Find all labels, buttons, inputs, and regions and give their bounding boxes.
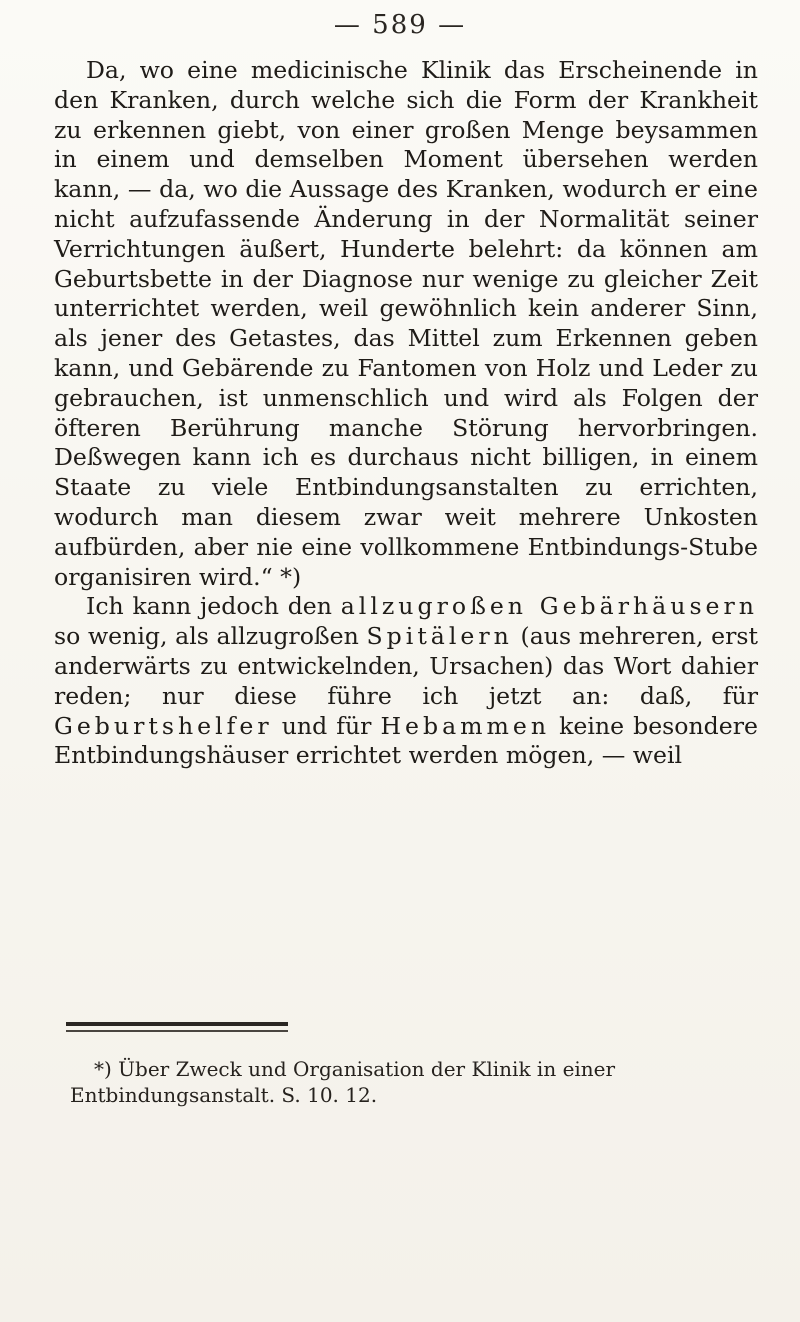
emphasis-spitaelern: Spitälern — [366, 622, 513, 651]
paragraph-2-mid-3: und für — [281, 711, 372, 740]
paragraph-1: Da, wo eine medicinische Klinik das Erscheinende in den Kranken, durch welche sich die Form der Krankheit zu erkennen giebt, von einer großen Menge beysammen in einem und demselben Moment übersehen werden kann, — da, wo die Aussage des Kranken, wodurch er eine nicht aufzufassende Änderung in der Normalität seiner Verrichtungen äußert, Hunderte belehrt: da können am Geburtsbette in der Diagnose nur wenige zu gleicher Zeit unterrichtet werden, weil gewöhnlich kein anderer Sinn, als jener des Getastes, das Mittel zum Erkennen geben kann, und Gebärende zu Fantomen von Holz und Leder zu gebrauchen, ist unmenschlich und wird als Folgen der öfteren Berührung manche Störung hervorbringen. Deßwegen kann ich es durchaus nicht billigen, in einem Staate zu viele Entbindungsanstalten zu errichten, wodurch man diesem zwar weit mehrere Unkosten aufbürden, aber nie eine vollkommene Entbindungs-Stube organisiren wird.“ *) — [54, 56, 758, 591]
emphasis-allzugrossen-gebaerhaeusern: allzugroßen Gebärhäusern — [340, 592, 758, 621]
emphasis-geburtshelfer: Geburtshelfer — [54, 711, 273, 740]
paragraph-2-mid-1: so wenig, als allzugroßen — [54, 622, 359, 651]
footnote-divider — [66, 1022, 288, 1026]
paragraph-2 — [54, 592, 758, 771]
paragraph-2-end: keine besondere Entbindungshäuser errichtet werden mögen, — weil — [54, 711, 758, 770]
footnote-divider-thin — [66, 1030, 288, 1032]
emphasis-hebammen: Hebammen — [380, 711, 551, 740]
paragraph-2-start: Ich kann jedoch den — [86, 592, 332, 621]
footnote: *) Über Zweck und Organisation der Klinik in einer Entbindungsanstalt. S. 10. 12. — [70, 1057, 616, 1107]
main-text — [54, 56, 758, 771]
paragraph-2-mid-2: (aus mehreren, erst anderwärts zu entwickelnden, Ursachen) das Wort dahier reden; nur diese führe ich jetzt an: daß, für — [54, 622, 758, 710]
page-number: — 589 — — [333, 10, 467, 40]
